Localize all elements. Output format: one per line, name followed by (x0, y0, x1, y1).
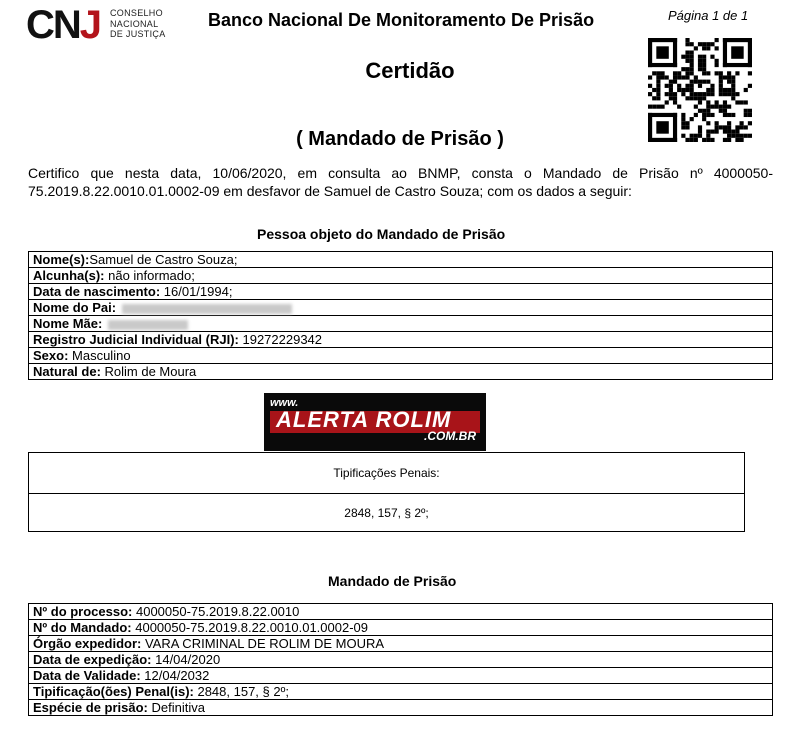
pessoa-value: Rolim de Moura (100, 364, 197, 379)
pessoa-value: não informado; (104, 268, 195, 283)
pessoa-label: Nome Mãe: (33, 316, 103, 331)
tipificacoes-label: Tipificações Penais: (29, 453, 744, 494)
mandado-label: Data de Validade: (33, 668, 141, 683)
document-title: Banco Nacional De Monitoramento De Prisão (208, 10, 595, 30)
mandado-heading: ( Mandado de Prisão ) (296, 128, 504, 150)
certidao-heading: Certidão (365, 58, 455, 83)
pessoa-value: 19272229342 (238, 332, 323, 347)
pessoa-row (29, 284, 773, 300)
mandado-value: 12/04/2032 (140, 668, 210, 683)
mandado-label: Data de expedição: (33, 652, 152, 667)
mandado-section-title: Mandado de Prisão (328, 573, 457, 589)
mandado-table (28, 603, 773, 716)
pessoa-value: Masculino (68, 348, 131, 363)
pessoa-label: Nome(s): (33, 252, 90, 267)
pessoa-section-title: Pessoa objeto do Mandado de Prisão (257, 226, 506, 242)
page-number: Página 1 de 1 (668, 8, 749, 23)
pessoa-table (28, 251, 773, 380)
mandado-value: 4000050-75.2019.8.22.0010 (132, 604, 300, 619)
pessoa-row (29, 332, 773, 348)
mandado-row (29, 620, 773, 636)
logo-text: CONSELHO NACIONAL DE JUSTIÇA (110, 8, 166, 39)
alerta-rolim-banner: www. ALERTA ROLIM .COM.BR (264, 393, 486, 451)
logo-mark: CNJ (26, 3, 101, 47)
mandado-value: Definitiva (147, 700, 205, 715)
mandado-value: 14/04/2020 (151, 652, 221, 667)
tipificacoes-box (28, 452, 745, 532)
mandado-label: Tipificação(ões) Penal(is): (33, 684, 194, 699)
mandado-row (29, 604, 773, 620)
pessoa-row (29, 348, 773, 364)
mandado-row (29, 652, 773, 668)
pessoa-label: Nome do Pai: (33, 300, 117, 315)
pessoa-row (29, 316, 773, 332)
cnj-logo (26, 4, 166, 46)
redacted-name (108, 320, 188, 330)
mandado-row (29, 684, 773, 700)
mandado-label: Nº do processo: (33, 604, 133, 619)
pessoa-label: Alcunha(s): (33, 268, 105, 283)
mandado-label: Nº do Mandado: (33, 620, 132, 635)
mandado-value: 2848, 157, § 2º; (193, 684, 289, 699)
pessoa-row (29, 252, 773, 268)
mandado-row (29, 636, 773, 652)
mandado-label: Espécie de prisão: (33, 700, 148, 715)
intro-paragraph: Certifico que nesta data, 10/06/2020, em consulta ao BNMP, consta o Mandado de Prisão nº 4000050-75.2019.8.22.0010.01.0002-09 em desfavor de Samuel de Castro Souza; com os dados a seguir: (28, 165, 773, 199)
qr-code (648, 38, 752, 142)
mandado-label: Órgão expedidor: (33, 636, 142, 651)
pessoa-value: Samuel de Castro Souza; (89, 252, 238, 267)
pessoa-row (29, 300, 773, 316)
pessoa-row (29, 364, 773, 380)
pessoa-label: Registro Judicial Individual (RJI): (33, 332, 239, 347)
pessoa-label: Natural de: (33, 364, 101, 379)
tipificacoes-value: 2848, 157, § 2º; (344, 506, 429, 520)
pessoa-row (29, 268, 773, 284)
redacted-name (122, 304, 292, 314)
pessoa-label: Data de nascimento: (33, 284, 161, 299)
mandado-value: 4000050-75.2019.8.22.0010.01.0002-09 (131, 620, 369, 635)
pessoa-value: 16/01/1994; (160, 284, 233, 299)
mandado-value: VARA CRIMINAL DE ROLIM DE MOURA (141, 636, 385, 651)
pessoa-label: Sexo: (33, 348, 69, 363)
mandado-row (29, 668, 773, 684)
mandado-row (29, 700, 773, 716)
